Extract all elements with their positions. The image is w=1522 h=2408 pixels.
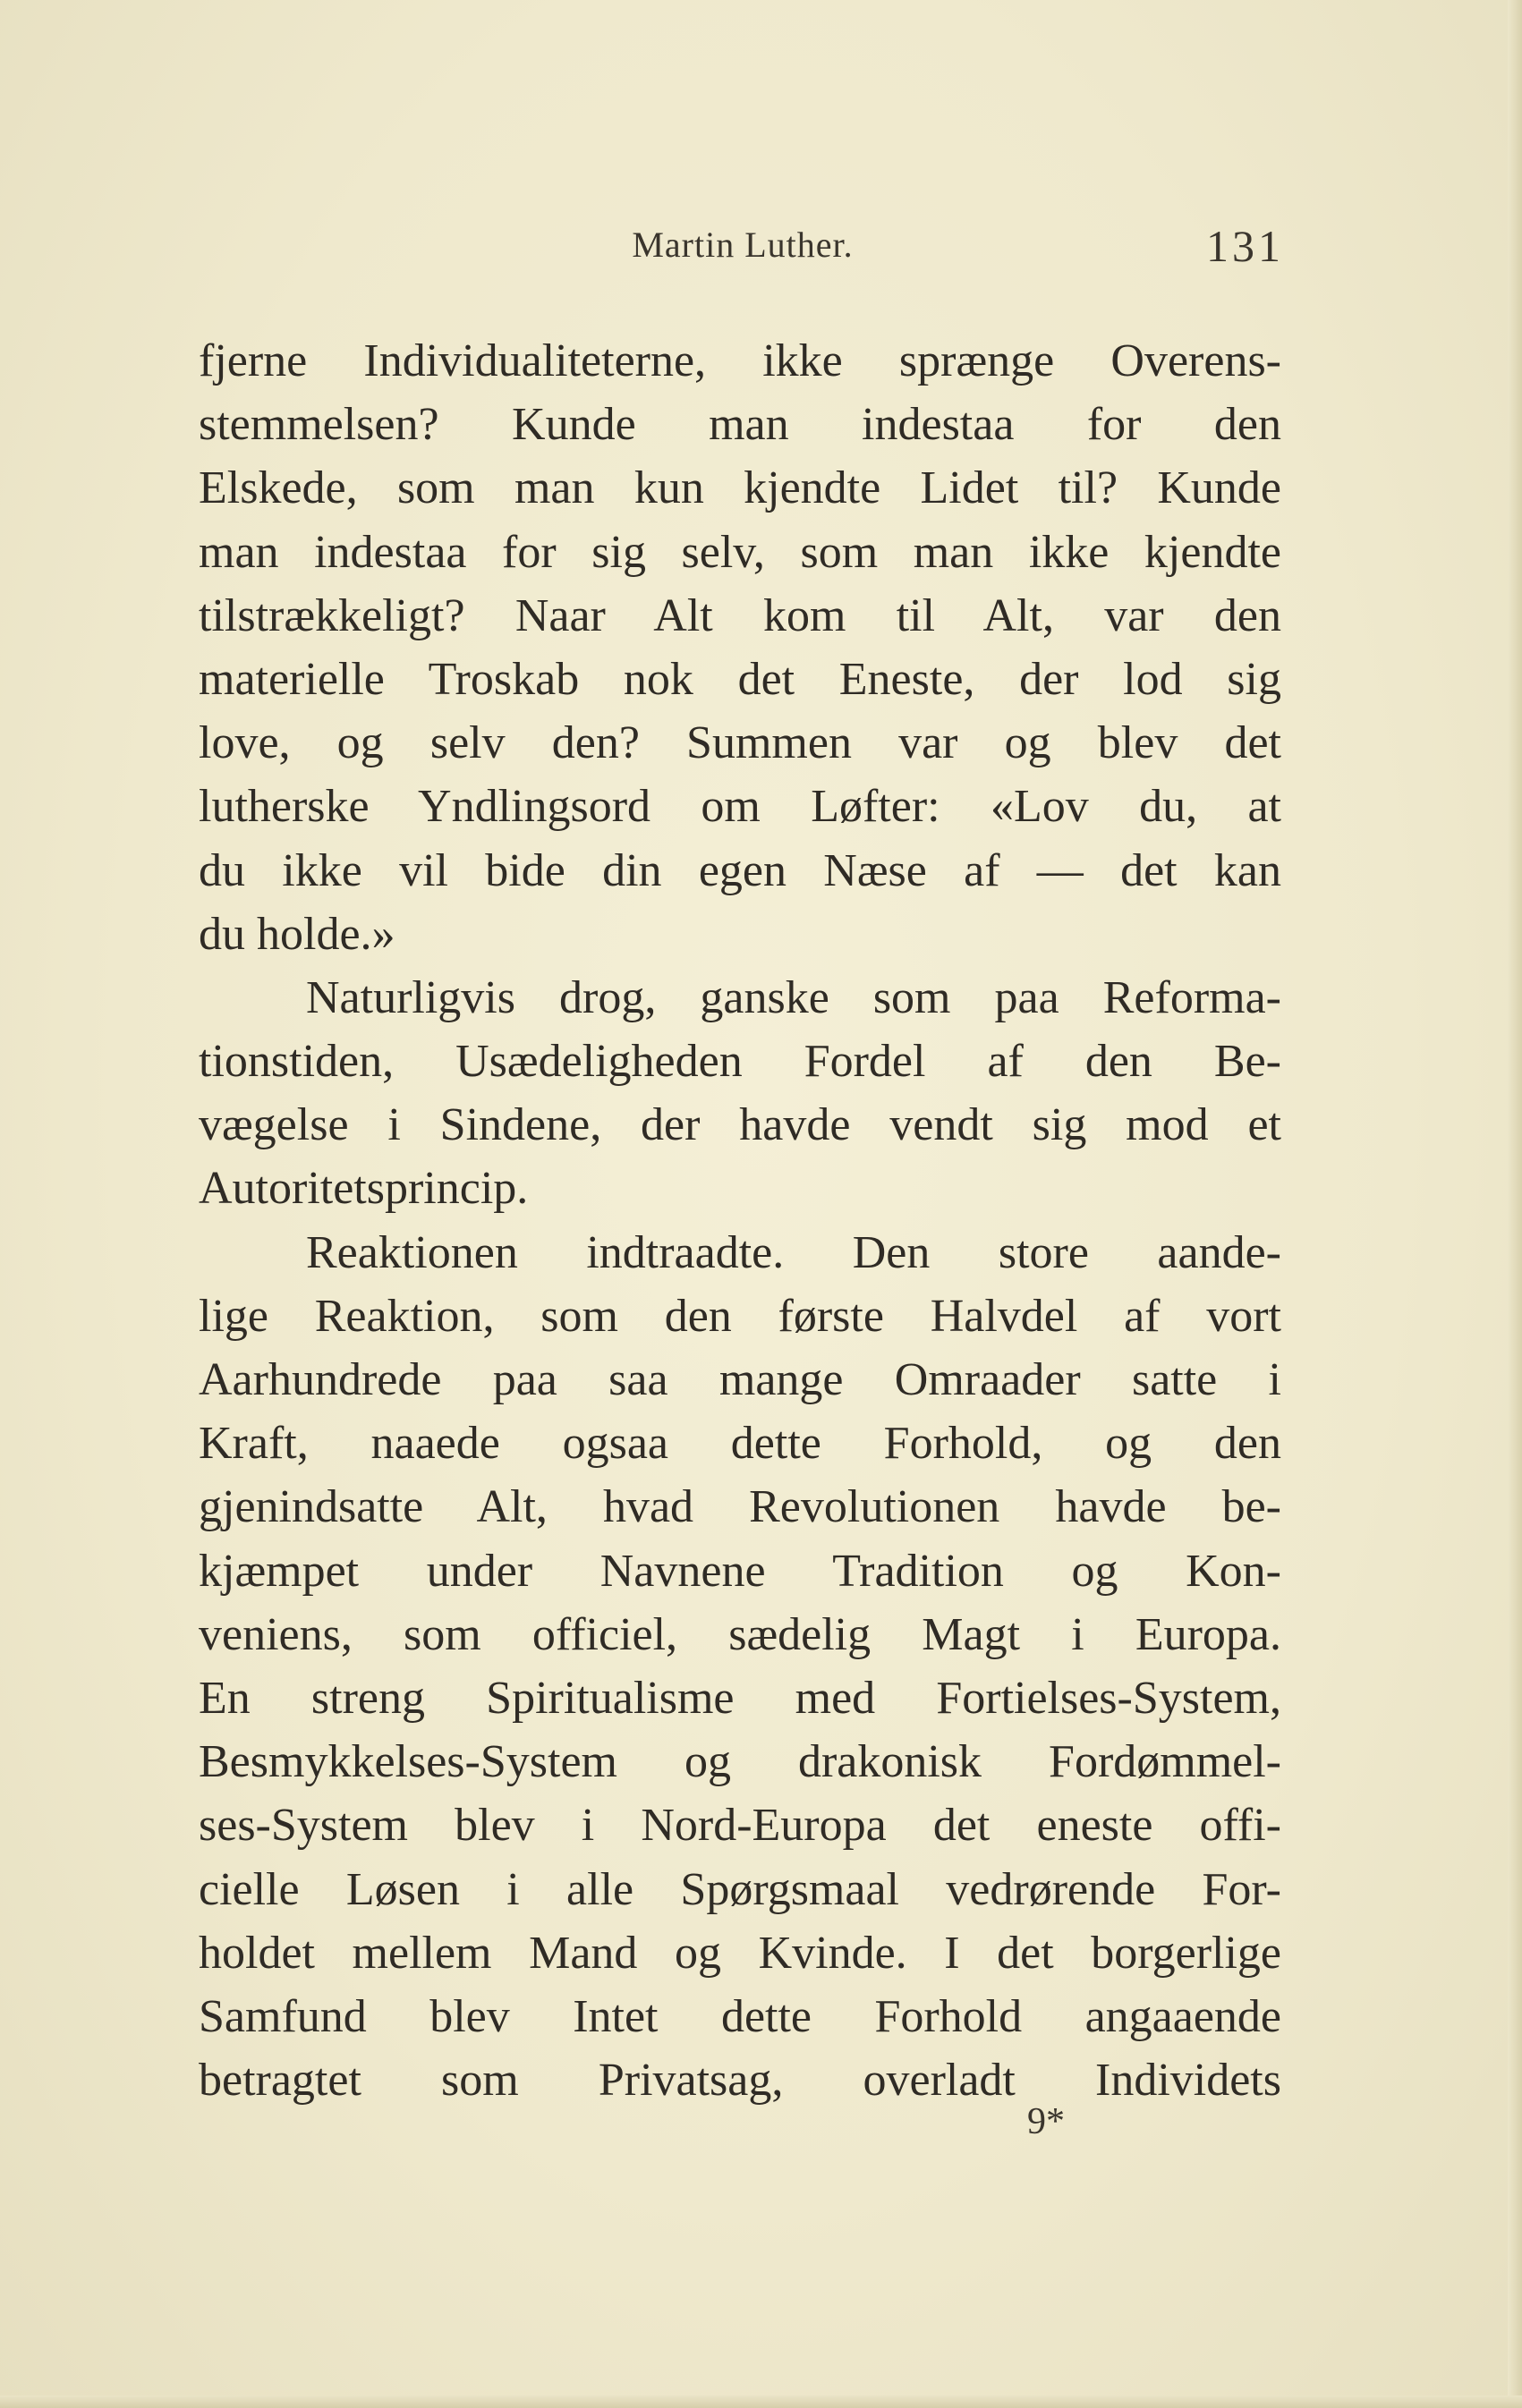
page-number: 131 [1206,221,1284,271]
text-line: Kraft, naaede ogsaa dette Forhold, og den [199,1418,1281,1470]
text-line: kjæmpet under Navnene Tradition og Kon- [199,1545,1281,1597]
signature-mark: 9* [1027,2101,1065,2142]
text-line: holdet mellem Mand og Kvinde. I det borgerlige [199,1927,1281,1979]
body-text [199,329,1281,2112]
text-line: stemmelsen? Kunde man indestaa for den [199,399,1281,451]
text-line: Aarhundrede paa saa mange Omraader satte i [199,1354,1281,1405]
text-line: veniens, som officiel, sædelig Magt i Europa. [199,1608,1281,1660]
paragraph-start-line: Reaktionen indtraadte. Den store aande- [306,1226,1281,1278]
text-line: fjerne Individualiteterne, ikke sprænge Overens- [199,335,1281,386]
text-line: Samfund blev Intet dette Forhold angaaende [199,1990,1281,2042]
text-line: ses-System blev i Nord-Europa det eneste offi- [199,1800,1281,1852]
text-line: betragtet som Privatsag, overladt Individets [199,2055,1281,2107]
text-line: du holde.» [199,908,395,960]
text-line: love, og selv den? Summen var og blev det [199,717,1281,769]
running-title: Martin Luther. [632,225,854,265]
text-line: man indestaa for sig selv, som man ikke kjendte [199,526,1281,578]
text-line: du ikke vil bide din egen Næse af — det kan [199,844,1281,896]
text-line: tilstrækkeligt? Naar Alt kom til Alt, var den [199,589,1281,641]
text-line: lige Reaktion, som den første Halvdel af vort [199,1290,1281,1342]
page-edge-right [1508,0,1522,2408]
text-line: Autoritetsprincip. [199,1163,529,1215]
text-line: gjenindsatte Alt, hvad Revolutionen havde be- [199,1481,1281,1533]
text-line: cielle Løsen i alle Spørgsmaal vedrørende For- [199,1863,1281,1915]
text-line: tionstiden, Usædeligheden Fordel af den Be- [199,1036,1281,1088]
text-line: En streng Spiritualisme med Fortielses-System, [199,1672,1281,1724]
paragraph-start-line: Naturligvis drog, ganske som paa Reforma- [306,971,1281,1023]
running-head [201,221,1284,277]
page-edge-bottom [0,2395,1522,2408]
text-line: Besmykkelses-System og drakonisk Fordømmel- [199,1736,1281,1788]
text-line: materielle Troskab nok det Eneste, der lod sig [199,653,1281,705]
text-line: vægelse i Sindene, der havde vendt sig mod et [199,1099,1281,1151]
text-line: lutherske Yndlingsord om Løfter: «Lov du, at [199,781,1281,833]
text-line: Elskede, som man kun kjendte Lidet til? Kunde [199,462,1281,514]
